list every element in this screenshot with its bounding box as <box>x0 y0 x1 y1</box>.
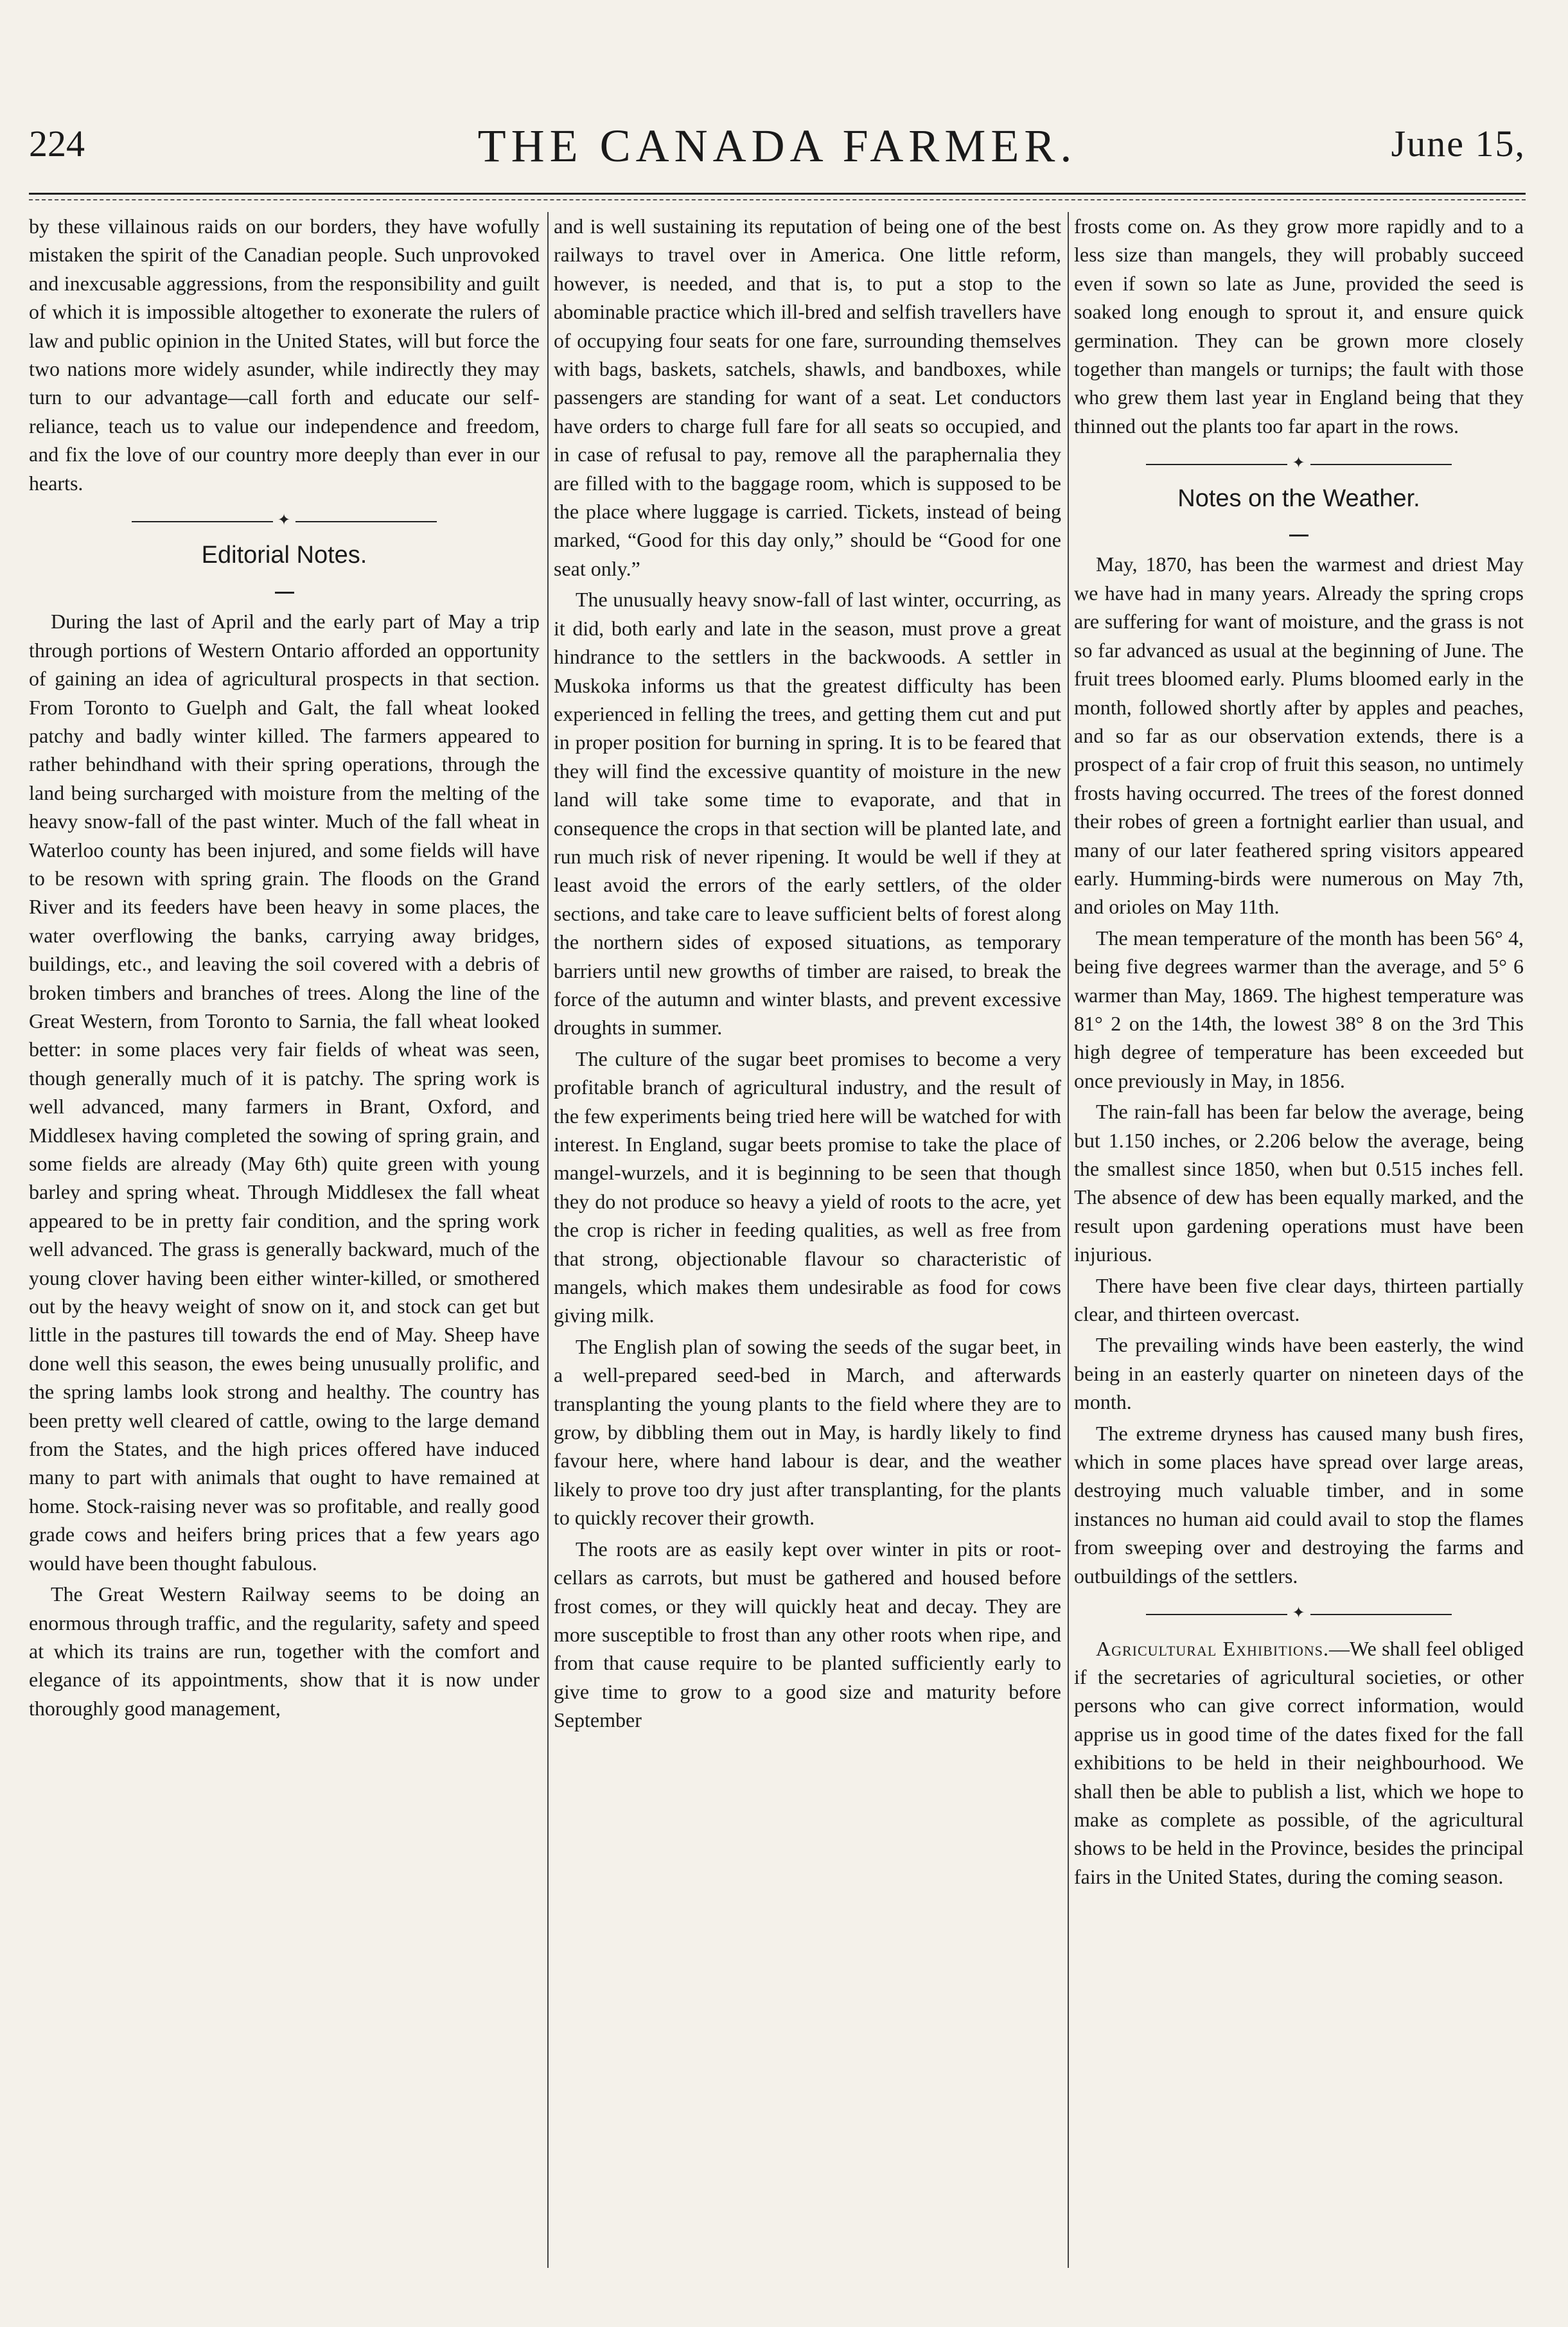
section-ornament: ✦ <box>1074 449 1524 477</box>
article-paragraph: The mean temperature of the month has been 56° 4, being five degrees warmer than the average, and 5° 6 warmer than May, 1869. The highest temperature was 81° 2 on the 14th, the lowest 38° 8 on the 3rd This high degree of temperature has been exceeded but once previously in May, in 1856. <box>1074 926 1524 1092</box>
page-header <box>29 122 1526 193</box>
article-paragraph: The unusually heavy snow-fall of last winter, occurring, as it did, both early and late in the season, must prove a great hindrance to the settlers in the backwoods. A settler in Muskoka informs us that the greatest difficulty has been experienced in felling the trees, and getting them cut and put in proper position for burning in spring. It is to be feared that they will find the excessive quantity of moisture in the new land will take some time to evaporate, and that in consequence the crops in that section will be planted late, and run much risk of never ripening. It would be well if they at least avoid the errors of the early settlers, of the older sections, and take care to leave sufficient belts of forest along the northern sides of exposed situations, as temporary barriers until new growths of timber are raised, to break the force of the autumn and winter blasts, and prevent excessive droughts in summer. <box>554 588 1061 1040</box>
article-paragraph: May, 1870, has been the warmest and driest May we have had in many years. Already the spring crops are suffering for want of moisture, and the grass is not so far advanced as usual at the beginning of June. The fruit trees bloomed early. Plums bloomed early in the month, followed shortly after by apples and peaches, and so far as our observation extends, there is a prospect of a fair crop of fruit this season, no untimely frosts having occurred. The trees of the forest donned their robes of green a fortnight earlier than usual, and many of our later feathered spring visitors appeared early. Humming-birds were numerous on May 7th, and orioles on May 11th. <box>1074 553 1524 919</box>
column-2 <box>554 212 1061 1737</box>
article-paragraph: The English plan of sowing the seeds of the sugar beet, in a well-prepared seed-bed in March, and afterwards transplanting the young plants to the field where they are to grow, by dibbling them out in May, is hardly likely to find favour here, where hand labour is dear, and the weather likely to prove too dry just after transplanting, for the plants to quickly recover their growth. <box>554 1334 1061 1530</box>
section-ornament: ✦ <box>29 506 540 535</box>
heading-dash <box>29 572 540 601</box>
article-paragraph: frosts come on. As they grow more rapidly and to a less size than mangels, they will probably succeed even if sown so late as June, provided the seed is soaked long enough to sprout it, and ensure quick germination. They can be grown more closely together than mangels or turnips; the fault with those who grew them last year in England being that they thinned out the plants too far apart in the rows. <box>1074 215 1524 438</box>
section-heading-weather: Notes on the Weather. <box>1177 484 1420 512</box>
issue-date: June 15, <box>1391 123 1526 164</box>
article-paragraph: by these villainous raids on our borders, they have wofully mistaken the spirit of the Canadian people. Such unprovoked and inexcusable aggressions, from the responsibility and guilt of which it is impossible altogether to exonerate the rulers of law and public opinion in the United States, will but force the two nations more widely asunder, while indirectly they may turn to our advantage—call forth and educate our self-reliance, teach us to value our independence and freedom, and fix the love of our country more deeply than ever in our hearts. <box>29 215 540 495</box>
article-paragraph: The culture of the sugar beet promises to become a very profitable branch of agricultural industry, and the result of the few experiments being tried here will be watched for with interest. In England, sugar beets promise to take the place of mangel-wurzels, and it is beginning to be seen that though they do not produce so heavy a yield of roots to the acre, yet the crop is richer in feeding qualities, as well as free from that strong, objectionable flavour so characteristic of mangels, which makes them undesirable as food for cows giving milk. <box>554 1047 1061 1327</box>
column-1 <box>29 212 540 1725</box>
article-paragraph <box>1074 1634 1524 1891</box>
run-in-heading: Agricultural Exhibitions. <box>1096 1636 1329 1660</box>
article-paragraph: The roots are as easily kept over winter in pits or root-cellars as carrots, but must be gathered and housed before frost comes, or they will quickly heat and decay. They are more susceptible to frost than any other roots when ripe, and from that cause require to be planted sufficiently early to give time to grow to a good size and maturity before September <box>554 1537 1061 1732</box>
heading-dash <box>1074 515 1524 544</box>
header-rule-dashed <box>29 199 1526 200</box>
article-paragraph: and is well sustaining its reputation of being one of the best railways to travel over in America. One little reform, however, is needed, and that is, to put a stop to the abominable practice which ill-bred and selfish travellers have of occupying four seats for one fare, surrounding themselves with bags, baskets, satchels, shawls, and bandboxes, while passengers are standing for want of a seat. Let conductors have orders to charge full fare for all seats so occupied, and in case of refusal to pay, remove all the paraphernalia they are filled with to the baggage room, which is supposed to be the place where luggage is carried. Tickets, instead of being marked, “Good for this day only,” should be “Good for one seat only.” <box>554 215 1061 580</box>
article-paragraph: There have been five clear days, thirteen partially clear, and thirteen overcast. <box>1074 1273 1524 1326</box>
column-divider <box>1068 212 1069 2268</box>
article-paragraph: The extreme dryness has caused many bush fires, which in some places have spread over large areas, destroying much valuable timber, and in some instances no human aid could avail to stop the flames from sweeping over and destroying the farms and outbuildings of the settlers. <box>1074 1421 1524 1588</box>
article-paragraph: The Great Western Railway seems to be doing an enormous through traffic, and the regularity, safety and speed at which its trains are run, together with the comfort and elegance of its appointments, show that it is now under thoroughly good management, <box>29 1582 540 1720</box>
column-3 <box>1074 212 1524 1893</box>
paragraph-text: —We shall feel obliged if the secretaries of agricultural societies, or other persons who can give correct information, would apprise us in good time of the dates fixed for the fall exhibitions to be held in their neighbourhood. We shall then be able to publish a list, which we hope to make as complete as possible, of the agricultural shows to be held in the Province, besides the principal fairs in the United States, during the coming season. <box>1074 1636 1524 1888</box>
header-rule <box>29 193 1526 195</box>
article-paragraph: The rain-fall has been far below the average, being but 1.150 inches, or 2.206 below the average, being the smallest since 1850, when but 0.515 inches fell. The absence of dew has been equally marked, and the result upon gardening operations must have been injurious. <box>1074 1100 1524 1266</box>
page-number: 224 <box>29 123 85 164</box>
column-divider <box>547 212 549 2268</box>
masthead-title: THE CANADA FARMER. <box>477 120 1077 172</box>
article-paragraph: During the last of April and the early part of May a trip through portions of Western Ontario afforded an opportunity of gaining an idea of agricultural prospects in that section. From Toronto to Guelph and Galt, the fall wheat looked patchy and badly winter killed. The farmers appeared to rather behindhand with their spring operations, through the land being surcharged with moisture from the melting of the heavy snow-fall of the past winter. Much of the fall wheat in Waterloo county has been injured, and some fields will have to be resown with spring grain. The floods on the Grand River and its feeders have been heavy in some places, the water overflowing the banks, carrying away bridges, buildings, etc., and leaving the soil covered with a debris of broken timbers and branches of trees. Along the line of the Great Western, from Toronto to Sarnia, the fall wheat looked better: in some places very fair fields of wheat was seen, though generally much of it is patchy. The spring work is well advanced, many farmers in Brant, Oxford, and Middlesex having completed the sowing of spring grain, and some fields are already (May 6th) quite green with young barley and spring wheat. Through Middlesex the fall wheat appeared to be in pretty fair condition, and the spring work well advanced. The grass is generally backward, much of the young clover having been either winter-killed, or smothered out by the heavy weight of snow on it, and stock can get but little in the pastures till towards the end of May. Sheep have done well this season, the ewes being unusually prolific, and the spring lambs look strong and healthy. The country has been pretty well cleared of cattle, owing to the large demand from the States, and the high prices offered have induced many to part with animals that ought to have remained at home. Stock-raising never was so profitable, and really good grade cows and heifers bring prices that a few years ago would have been thought fabulous. <box>29 610 540 1575</box>
section-ornament: ✦ <box>1074 1599 1524 1627</box>
article-paragraph: The prevailing winds have been easterly, the wind being in an easterly quarter on nineteen days of the month. <box>1074 1333 1524 1414</box>
section-heading-editorial-notes: Editorial Notes. <box>201 542 367 569</box>
